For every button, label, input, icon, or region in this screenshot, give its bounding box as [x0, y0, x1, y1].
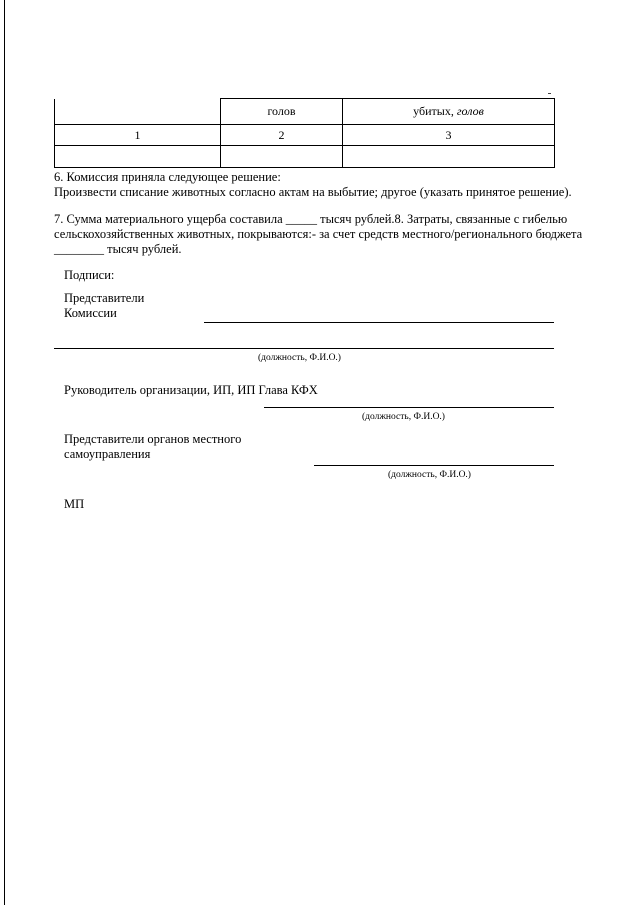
table-cell: 2 [221, 125, 343, 146]
section-7-line-1: 7. Сумма материального ущерба составила _____ тысяч рублей.8. Затраты, связанные с гибелью [54, 212, 568, 226]
local-gov-label-2: самоуправления [64, 447, 151, 461]
table-row [55, 146, 555, 168]
commission-label-1: Представители [64, 291, 145, 305]
commission-caption: (должность, Ф.И.О.) [258, 353, 341, 363]
table-header-cell-killed: убитых, голов [343, 99, 555, 125]
table-header-cell [55, 99, 221, 125]
table-header-cell-heads: голов [221, 99, 343, 125]
section-6-title: 6. Комиссия приняла следующее решение: [54, 170, 281, 184]
table-row [55, 125, 555, 146]
local-gov-caption: (должность, Ф.И.О.) [388, 470, 471, 480]
table-cell: 3 [343, 125, 555, 146]
livestock-table [54, 98, 555, 168]
section-7-line-3: ________ тысяч рублей. [54, 242, 182, 256]
commission-signature-line-2 [54, 348, 554, 349]
table-cell [221, 146, 343, 168]
table-cell [55, 146, 221, 168]
head-caption: (должность, Ф.И.О.) [362, 412, 445, 422]
table-header-row [55, 99, 555, 125]
left-margin-line [4, 0, 5, 905]
head-signature-line [264, 407, 554, 408]
commission-label-2: Комиссии [64, 306, 117, 320]
scan-mark [548, 93, 551, 94]
signatures-title: Подписи: [64, 268, 115, 282]
section-6-text: Произвести списание животных согласно актам на выбытие; другое (указать принятое решение). [54, 185, 572, 199]
head-label: Руководитель организации, ИП, ИП Глава КФХ [64, 383, 318, 397]
stamp-place: МП [64, 497, 85, 511]
commission-signature-line-1 [204, 322, 554, 323]
section-7-line-2: сельскохозяйственных животных, покрываются:- за счет средств местного/регионального бюджета [54, 227, 583, 241]
table-cell [343, 146, 555, 168]
local-gov-signature-line [314, 465, 554, 466]
local-gov-label-1: Представители органов местного [64, 432, 242, 446]
table-cell: 1 [55, 125, 221, 146]
